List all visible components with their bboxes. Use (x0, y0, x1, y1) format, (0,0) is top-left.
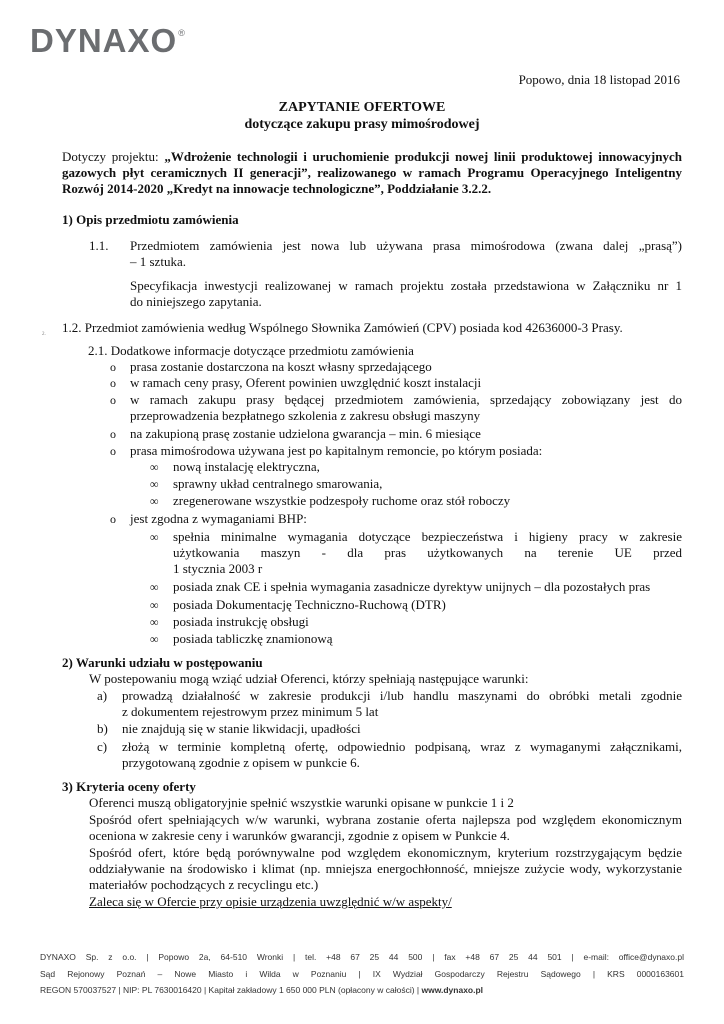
list-item-training-line-2: przeprowadzenia bezpłatnego szkolenia z zakresu obsługi maszyny (130, 408, 481, 423)
bullet-o: o (110, 393, 116, 407)
criteria-line-6: materiałów pochodzących z recyclingu etc.) (89, 877, 319, 892)
bullet-infinity: ∞ (150, 477, 159, 491)
section-2-intro: W postepowaniu mogą wziąć udział Oferenci, którzy spełniają następujące warunki: (89, 671, 529, 686)
bullet-infinity: ∞ (150, 598, 159, 612)
list-item-warranty: na zakupioną prasę zostanie udzielona gwarancja – min. 6 miesiące (130, 426, 481, 441)
bullet-infinity: ∞ (150, 460, 159, 474)
bullet-o: o (110, 444, 116, 458)
bullet-infinity: ∞ (150, 580, 159, 594)
document-title (0, 99, 724, 133)
condition-a-line-2: z dokumentem rejestrowym przez minimum 5 lat (122, 704, 379, 719)
section-2-heading: 2) Warunki udziału w postępowaniu (62, 655, 263, 670)
website-link[interactable]: www.dynaxo.pl (421, 985, 484, 995)
criteria-line-4: Spośród ofert, które będą porównywalne pod względem ekonomicznym, kryterium rozstrzygającym będzie (89, 845, 682, 860)
condition-b-label: b) (97, 721, 108, 736)
footer-line-2: Sąd Rejonowy Poznań – Nowe Miasto i Wilda w Poznaniu | IX Wydział Gospodarczy Rejestru Sądowego | KRS 0000163601 (40, 969, 684, 979)
list-item-delivery: prasa zostanie dostarczona na koszt własny sprzedającego (130, 359, 432, 374)
spec-line-2: do niniejszego zapytania. (130, 294, 262, 309)
item-2-1-heading: 2.1. Dodatkowe informacje dotyczące przedmiotu zamówienia (88, 343, 414, 358)
condition-c-label: c) (97, 739, 108, 754)
item-1-1-line-1: Przedmiotem zamówienia jest nowa lub używana prasa mimośrodowa (zwana dalej „prasą”) (130, 238, 682, 253)
condition-a-label: a) (97, 688, 108, 703)
title-line-2: dotyczące zakupu prasy mimośrodowej (244, 117, 480, 132)
sub-item-dtr: posiada Dokumentację Techniczno-Ruchową (DTR) (173, 597, 446, 612)
condition-a-line-1: prowadzą działalność w zakresie produkcji i/lub handlu maszynami do obróbki metali zgodnie (122, 688, 682, 703)
bullet-o: o (110, 360, 116, 374)
footer-line-3: REGON 570037527 | NIP: PL 7630016420 | Kapitał zakładowy 1 650 000 PLN (opłacony w całości) | www.dynaxo.pl (40, 985, 484, 995)
criteria-line-7: Zaleca się w Ofercie przy opisie urządzenia uwzględnić w/w aspekty/ (89, 894, 452, 909)
spec-line-1: Specyfikacja inwestycji realizowanej w ramach projektu została przedstawiona w Załączniku nr 1 (130, 278, 682, 293)
date-line: Popowo, dnia 18 listopad 2016 (518, 72, 680, 87)
section-1-heading: 1) Opis przedmiotu zamówienia (62, 212, 239, 227)
criteria-line-2: Spośród ofert spełniających w/w warunki, wybrana zostanie oferta najlepsza pod względem ekonomicznym (89, 812, 682, 827)
item-1-1-line-2: – 1 sztuka. (130, 254, 186, 269)
list-item-training-line-1: w ramach zakupu prasy będącej przedmiotem zamówienia, sprzedający zobowiązany jest do (130, 392, 682, 407)
condition-b-line-1: nie znajdują się w stanie likwidacji, upadłości (122, 721, 361, 736)
footer-line-1: DYNAXO Sp. z o.o. | Popowo 2a, 64-510 Wronki | tel. +48 67 25 44 500 | fax +48 67 25 44 501 | e-mail: office@dynaxo.pl (40, 952, 684, 962)
list-item-installation: w ramach ceny prasy, Oferent powinien uwzględnić koszt instalacji (130, 375, 482, 390)
item-1-1-number: 1.1. (89, 238, 109, 253)
item-1-2: 1.2. Przedmiot zamówienia według Wspólnego Słownika Zamówień (CPV) posiada kod 42636000-3 Prasy. (62, 320, 623, 335)
bullet-infinity: ∞ (150, 530, 159, 544)
intro-line-3: Rozwój 2014-2020 „Kredyt na innowacje technologiczne”, Poddziałanie 3.2.2. (62, 181, 492, 196)
sub-item-regenerated-parts: zregenerowane wszystkie podzespoły ruchome oraz stół roboczy (173, 493, 511, 508)
condition-c-line-1: złożą w terminie kompletną ofertę, odpowiednio podpisaną, wraz z wymaganymi załącznikami, (122, 739, 682, 754)
list-item-bhp: jest zgodna z wymaganiami BHP: (130, 511, 307, 526)
intro-line-1: Dotyczy projektu: „Wdrożenie technologii i uruchomienie produkcji nowej linii produktowej innowacyjnych (62, 149, 682, 164)
list-item-overhaul: prasa mimośrodowa używana jest po kapitalnym remoncie, po którym posiada: (130, 443, 543, 458)
section-3-heading: 3) Kryteria oceny oferty (62, 779, 196, 794)
sub-item-safety-line-1: spełnia minimalne wymagania dotyczące bezpieczeństwa i higieny pracy w zakresie (173, 529, 682, 544)
sub-item-lubrication: sprawny układ centralnego smarowania, (173, 476, 383, 491)
sub-item-ce-mark: posiada znak CE i spełnia wymagania zasadnicze dyrektyw unijnych – dla pozostałych pras (173, 579, 651, 594)
bullet-infinity: ∞ (150, 632, 159, 646)
sub-item-nameplate: posiada tabliczkę znamionową (173, 631, 333, 646)
bullet-infinity: ∞ (150, 615, 159, 629)
sub-item-safety-line-2: użytkowania maszyn - dla pras użytkowanych na terenie UE przed (173, 545, 682, 560)
title-line-1: ZAPYTANIE OFERTOWE (278, 100, 446, 115)
sub-item-safety-line-3: 1 stycznia 2003 r (173, 561, 263, 576)
condition-c-line-2: przygotowaną zgodnie z opisem w punkcie 6. (122, 755, 360, 770)
bullet-o: o (110, 376, 116, 390)
intro-line-2: gazowych płyt ceramicznych II generacji”, realizowanego w ramach Programu Operacyjnego Inteligentny (62, 165, 682, 180)
bullet-infinity: ∞ (150, 494, 159, 508)
sub-item-manual: posiada instrukcję obsługi (173, 614, 309, 629)
side-mark: 2. (42, 332, 46, 337)
bullet-o: o (110, 512, 116, 526)
bullet-o: o (110, 427, 116, 441)
criteria-line-5: oddziaływanie na środowisko i klimat (np. mniejsza energochłonność, mniejsze zużycie wody, wykorzystanie (89, 861, 682, 876)
criteria-line-1: Oferenci muszą obligatoryjnie spełnić wszystkie warunki opisane w punkcie 1 i 2 (89, 795, 514, 810)
company-logo: DYNAXO® (30, 22, 186, 59)
criteria-line-3: oceniona w zakresie ceny i warunków gwarancji, zgodnie z opisem w Punkcie 4. (89, 828, 510, 843)
sub-item-electrical: nową instalację elektryczna, (173, 459, 320, 474)
